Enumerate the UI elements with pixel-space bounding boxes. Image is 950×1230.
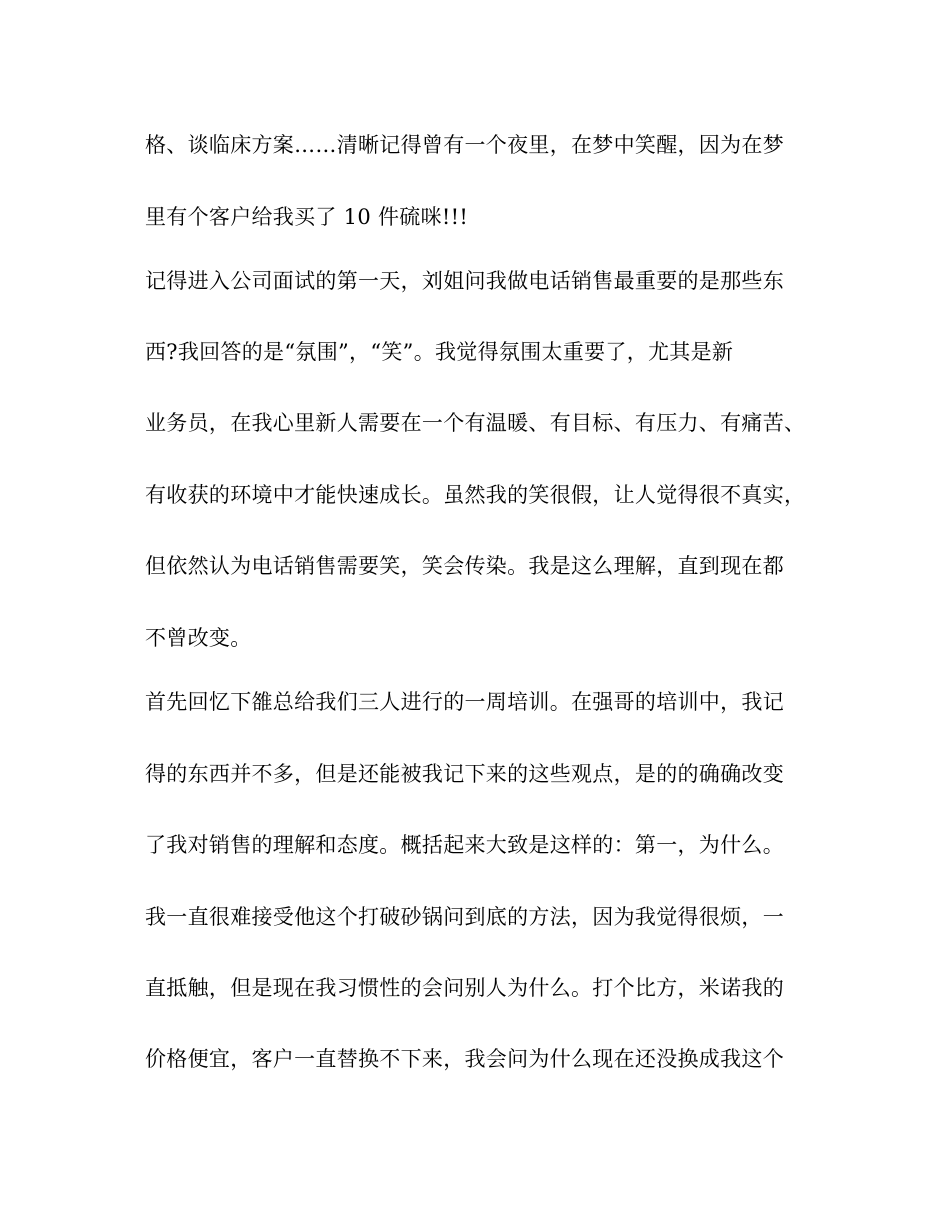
text-line: 格、谈临床方案……清晰记得曾有一个夜里，在梦中笑醒，因为在梦 [145, 133, 784, 157]
text-line: 业务员，在我心里新人需要在一个有温暖、有目标、有压力、有痛苦、 [145, 411, 806, 435]
text-line: 有收获的环境中才能快速成长。虽然我的笑很假，让人觉得很不真实， [145, 483, 806, 507]
text-line: 不曾改变。 [145, 626, 252, 650]
text-line: 首先回忆下雒总给我们三人进行的一周培训。在强哥的培训中，我记 [145, 690, 784, 714]
text-line: 但依然认为电话销售需要笑，笑会传染。我是这么理解，直到现在都 [145, 554, 784, 578]
text-line: 里有个客户给我买了 10 件硫咪!!! [145, 205, 469, 229]
text-line: 得的东西并不多，但是还能被我记下来的这些观点，是的的确确改变 [145, 762, 784, 786]
text-line: 直抵触，但是现在我习惯性的会问别人为什么。打个比方，米诺我的 [145, 976, 784, 1000]
text-line: 记得进入公司面试的第一天，刘姐问我做电话销售最重要的是那些东 [145, 269, 784, 293]
text-line: 我一直很难接受他这个打破砂锅问到底的方法，因为我觉得很烦，一 [145, 905, 784, 929]
text-line: 了我对销售的理解和态度。概括起来大致是这样的：第一，为什么。 [145, 833, 784, 857]
text-line: 价格便宜，客户一直替换不下来，我会问为什么现在还没换成我这个 [145, 1047, 784, 1071]
text-line: 西?我回答的是“氛围”，“笑”。我觉得氛围太重要了，尤其是新 [145, 340, 734, 364]
